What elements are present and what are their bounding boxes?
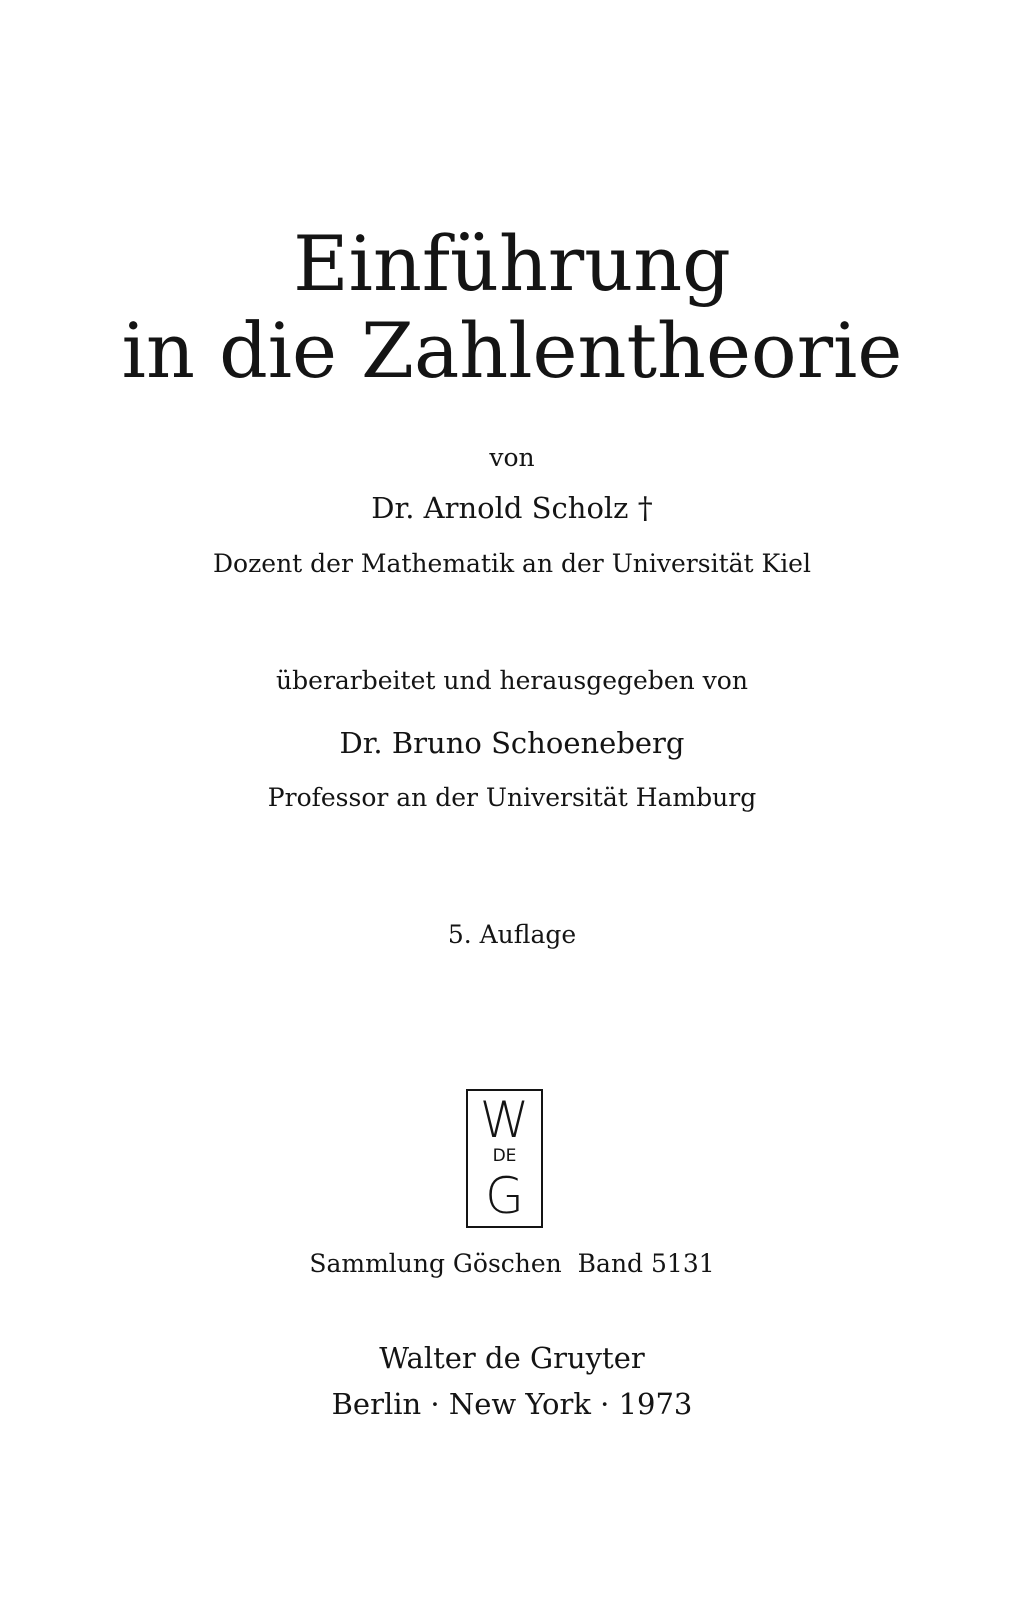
edition: 5. Auflage [447,920,577,949]
editor-name: Dr. Bruno Schoeneberg [339,726,685,760]
logo-letters-de: DE [492,1146,517,1166]
book-title-line-1: Einführung [293,219,731,308]
author-name: Dr. Arnold Scholz [371,491,629,525]
logo-letter-g: G [485,1167,524,1225]
publisher-logo [466,1089,543,1228]
publisher-name: Walter de Gruyter [379,1341,645,1375]
editor-affiliation: Professor an der Universität Hamburg [267,783,757,812]
revision-label: überarbeitet und herausgegeben von [276,666,748,695]
deceased-mark: † [637,491,653,526]
author-line [0,491,1024,526]
logo-letter-w: W [479,1091,530,1149]
book-title-line-2: in die Zahlentheorie [121,306,903,395]
series-info: Sammlung Göschen Band 5131 [309,1249,715,1278]
author-affiliation: Dozent der Mathematik an der Universität Kiel [213,549,811,578]
by-label: von [489,443,535,472]
imprint: Berlin · New York · 1973 [331,1387,693,1421]
